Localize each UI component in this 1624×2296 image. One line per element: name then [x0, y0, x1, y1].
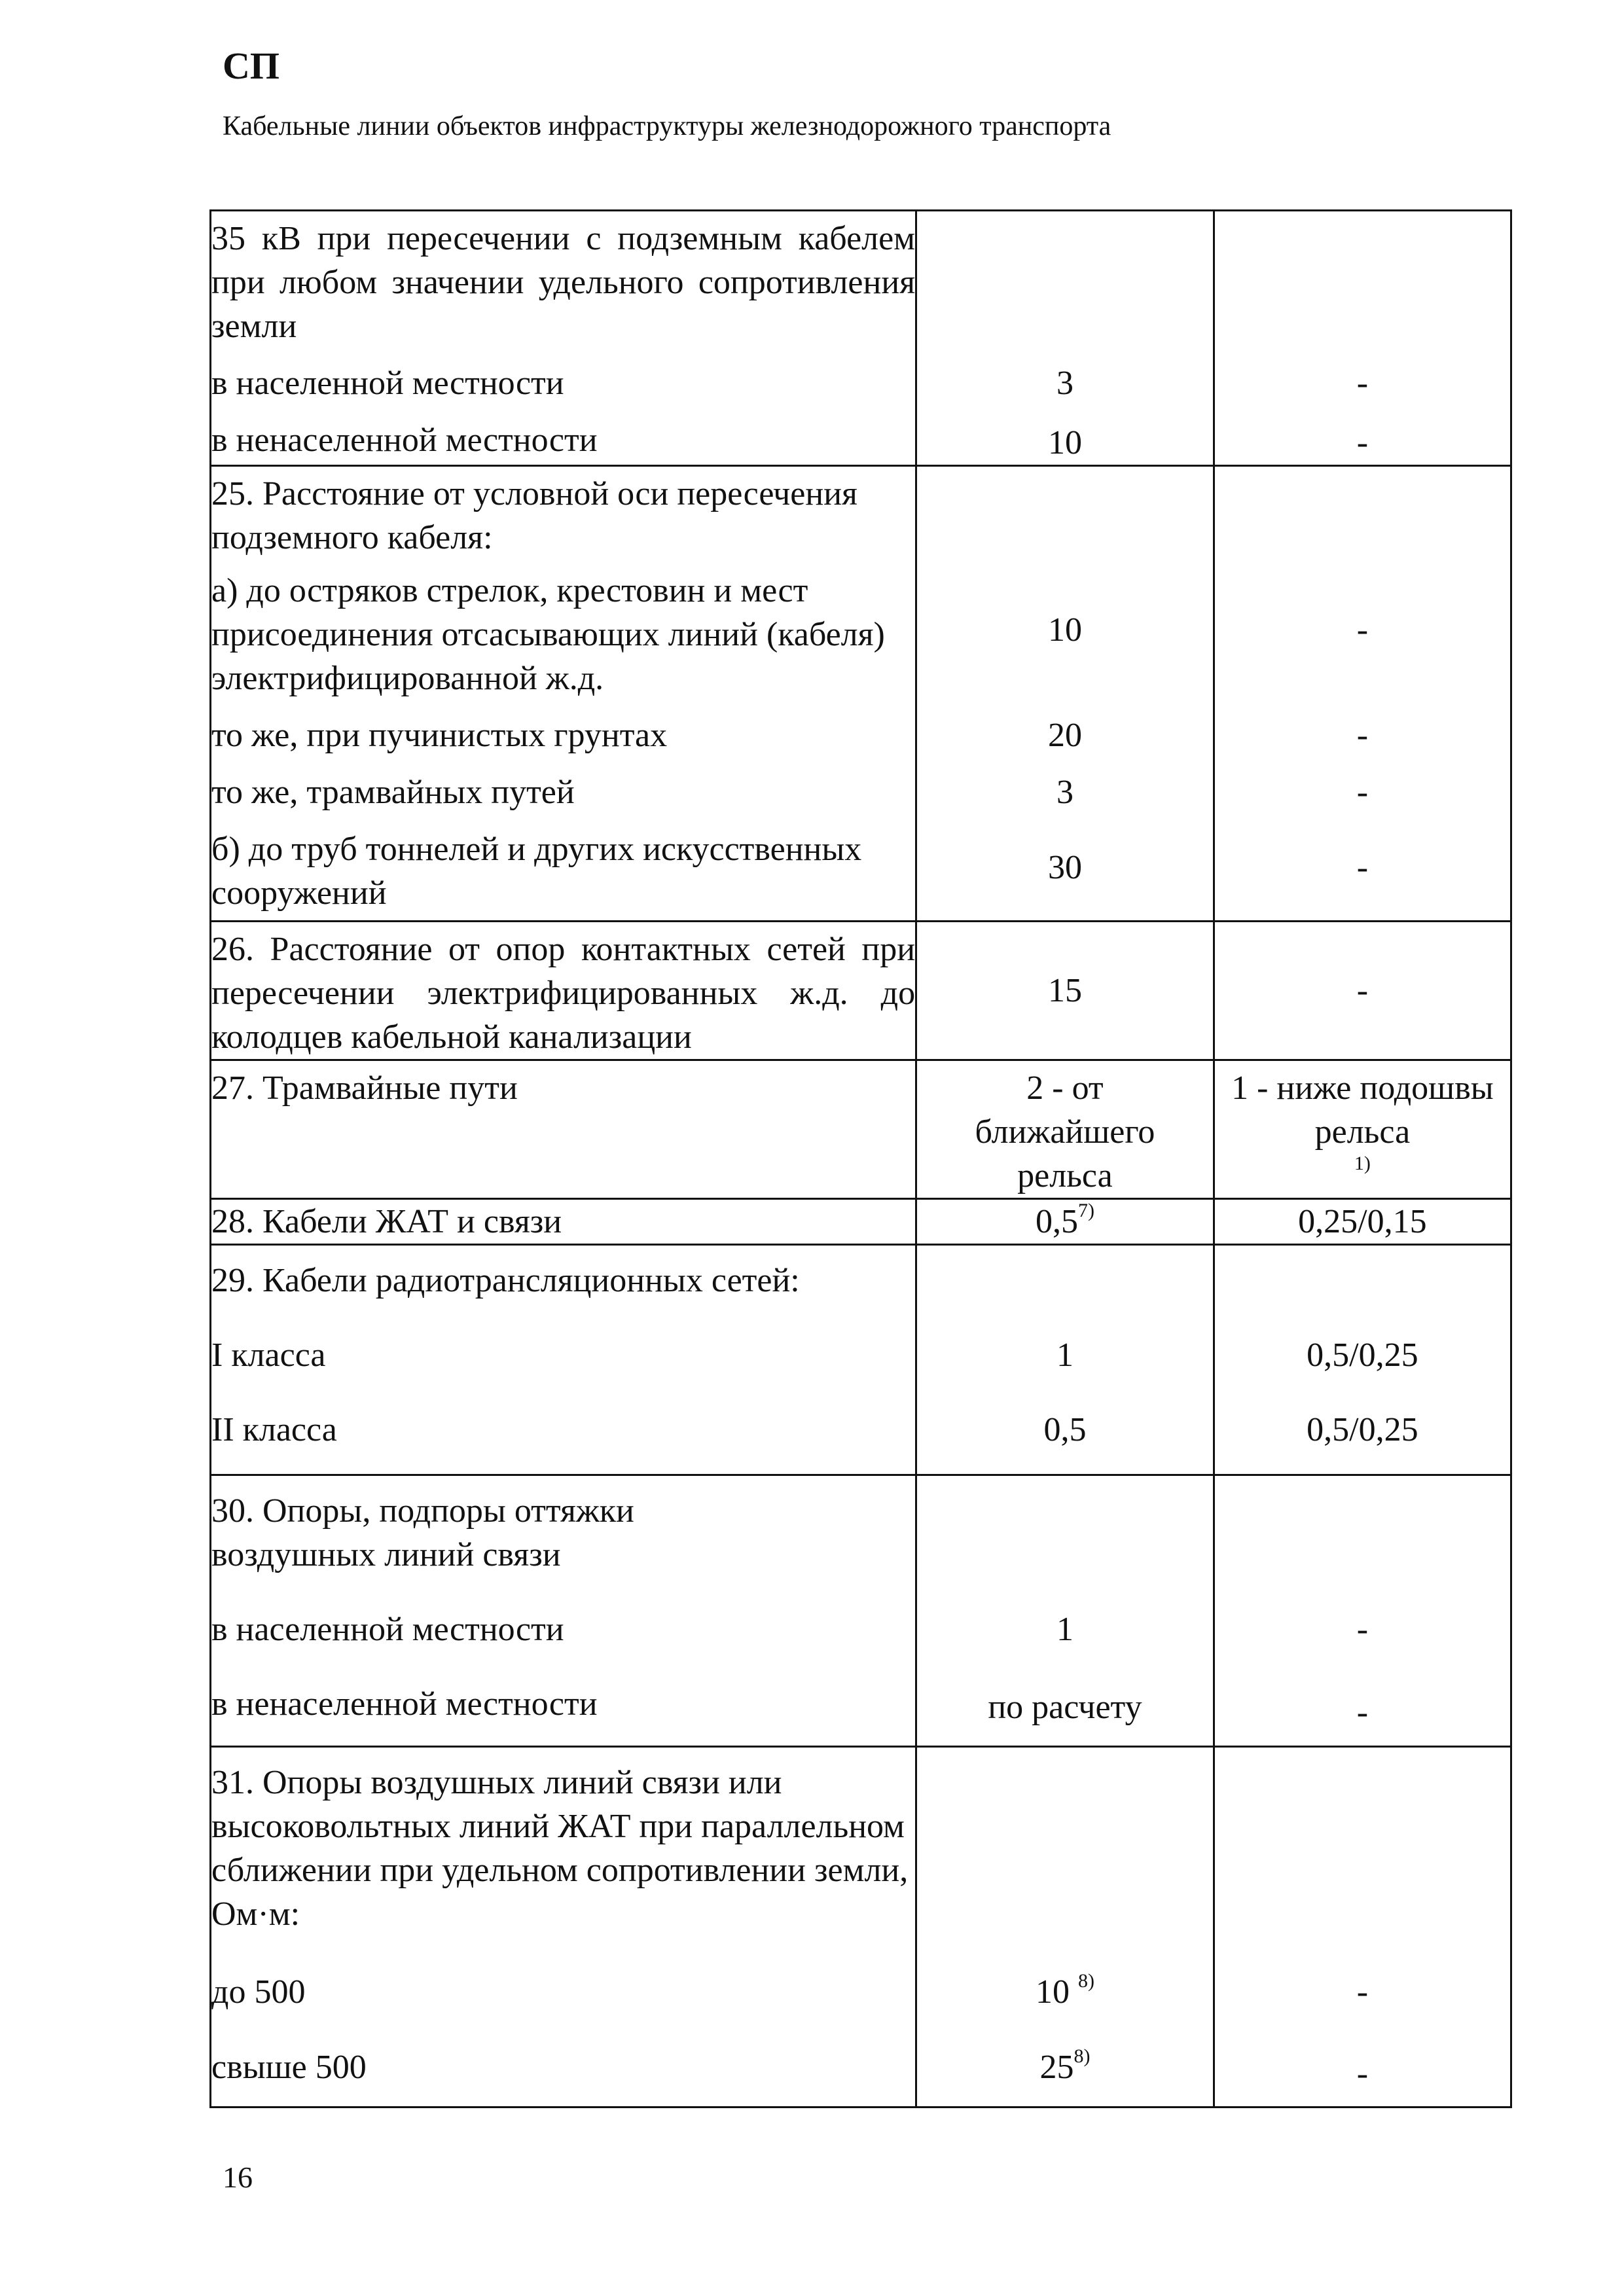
row-text: I класса — [211, 1302, 916, 1377]
row-text: 30. Опоры, подпоры оттяжки воздушных линий связи — [211, 1475, 916, 1577]
value-cell: - — [1214, 922, 1511, 1060]
document-code: СП — [223, 45, 280, 87]
value-text: 10 — [1035, 1973, 1070, 2011]
value-text: 1 - ниже подошвы рельса — [1231, 1069, 1494, 1151]
value-cell: 10 — [916, 560, 1214, 700]
value-cell: 30 — [916, 814, 1214, 922]
table-row — [211, 1377, 1511, 1475]
table-row — [211, 1302, 1511, 1377]
value-cell: - — [1214, 1577, 1511, 1651]
row-text: свыше 500 — [211, 2014, 916, 2108]
table-row — [211, 1577, 1511, 1651]
footnote-ref: 7) — [1077, 1199, 1094, 1221]
value-text: 25 — [1039, 2049, 1074, 2086]
table-row — [211, 211, 1511, 349]
value-cell: - — [1214, 757, 1511, 814]
row-text: б) до труб тоннелей и других искусственных сооружений — [211, 814, 916, 922]
value-cell — [916, 1199, 1214, 1245]
table-row — [211, 466, 1511, 560]
row-text: II класса — [211, 1377, 916, 1475]
table-row — [211, 560, 1511, 700]
value-cell: 0,5 — [916, 1377, 1214, 1475]
value-cell: 3 — [916, 757, 1214, 814]
row-text: в населенной местности — [211, 1577, 916, 1651]
table-row — [211, 1651, 1511, 1747]
value-cell: - — [1214, 814, 1511, 922]
value-cell: 10 — [916, 405, 1214, 466]
footnote-ref: 8) — [1077, 1969, 1094, 1992]
value-cell — [916, 2014, 1214, 2108]
table-row — [211, 1936, 1511, 2014]
value-cell: 0,5/0,25 — [1214, 1377, 1511, 1475]
value-cell: - — [1214, 348, 1511, 405]
value-cell: 0,5/0,25 — [1214, 1302, 1511, 1377]
value-cell: по расчету — [916, 1651, 1214, 1747]
table-row — [211, 1747, 1511, 1937]
row-text: в населенной местности — [211, 348, 916, 405]
value-text: 0,5 — [1035, 1203, 1078, 1240]
row-text: то же, при пучинистых грунтах — [211, 700, 916, 757]
value-cell: - — [1214, 1651, 1511, 1747]
value-cell — [1214, 1060, 1511, 1199]
row-text: 27. Трамвайные пути — [211, 1060, 916, 1199]
row-text: то же, трамвайных путей — [211, 757, 916, 814]
table-row — [211, 1060, 1511, 1199]
table-row — [211, 405, 1511, 466]
footnote-ref: 1) — [1354, 1153, 1371, 1174]
row-text: в ненаселенной местности — [211, 1651, 916, 1747]
table-row — [211, 348, 1511, 405]
row-text: 26. Расстояние от опор контактных сетей при пересечении электрифицированных ж.д. до колодцев кабельной канализации — [211, 922, 916, 1060]
row-text: до 500 — [211, 1936, 916, 2014]
value-cell — [916, 1936, 1214, 2014]
row-text: 29. Кабели радиотрансляционных сетей: — [211, 1245, 916, 1303]
value-cell: - — [1214, 1936, 1511, 2014]
distances-table — [209, 209, 1512, 2108]
row-text: 35 кВ при пересечении с подземным кабелем при любом значении удельного сопротивления земли — [211, 211, 916, 349]
value-cell: - — [1214, 2014, 1511, 2108]
value-cell: 2 - от ближайшего рельса — [916, 1060, 1214, 1199]
value-cell: - — [1214, 405, 1511, 466]
value-cell: 0,25/0,15 — [1214, 1199, 1511, 1245]
footnote-ref: 8) — [1074, 2045, 1091, 2067]
row-text: 31. Опоры воздушных линий связи или высоковольтных линий ЖАТ при параллельном сближении при удельном сопротивлении земли, Ом·м: — [211, 1747, 916, 1937]
row-text: а) до остряков стрелок, крестовин и мест присоединения отсасывающих линий (кабеля) электрифицированной ж.д. — [211, 560, 916, 700]
table-row — [211, 814, 1511, 922]
table-row — [211, 700, 1511, 757]
table-row — [211, 2014, 1511, 2108]
row-text: 25. Расстояние от условной оси пересечения подземного кабеля: — [211, 466, 916, 560]
value-cell: - — [1214, 700, 1511, 757]
document-title: Кабельные линии объектов инфраструктуры железнодорожного транспорта — [223, 111, 1111, 141]
value-cell: 15 — [916, 922, 1214, 1060]
table-row — [211, 757, 1511, 814]
value-cell: 20 — [916, 700, 1214, 757]
table-row — [211, 1199, 1511, 1245]
page-number: 16 — [223, 2161, 253, 2194]
value-cell: - — [1214, 560, 1511, 700]
value-cell: 1 — [916, 1302, 1214, 1377]
row-text: в ненаселенной местности — [211, 405, 916, 466]
value-cell: 3 — [916, 348, 1214, 405]
table-row — [211, 922, 1511, 1060]
table-row — [211, 1245, 1511, 1303]
table-row — [211, 1475, 1511, 1577]
value-cell: 1 — [916, 1577, 1214, 1651]
row-text: 28. Кабели ЖАТ и связи — [211, 1199, 916, 1245]
